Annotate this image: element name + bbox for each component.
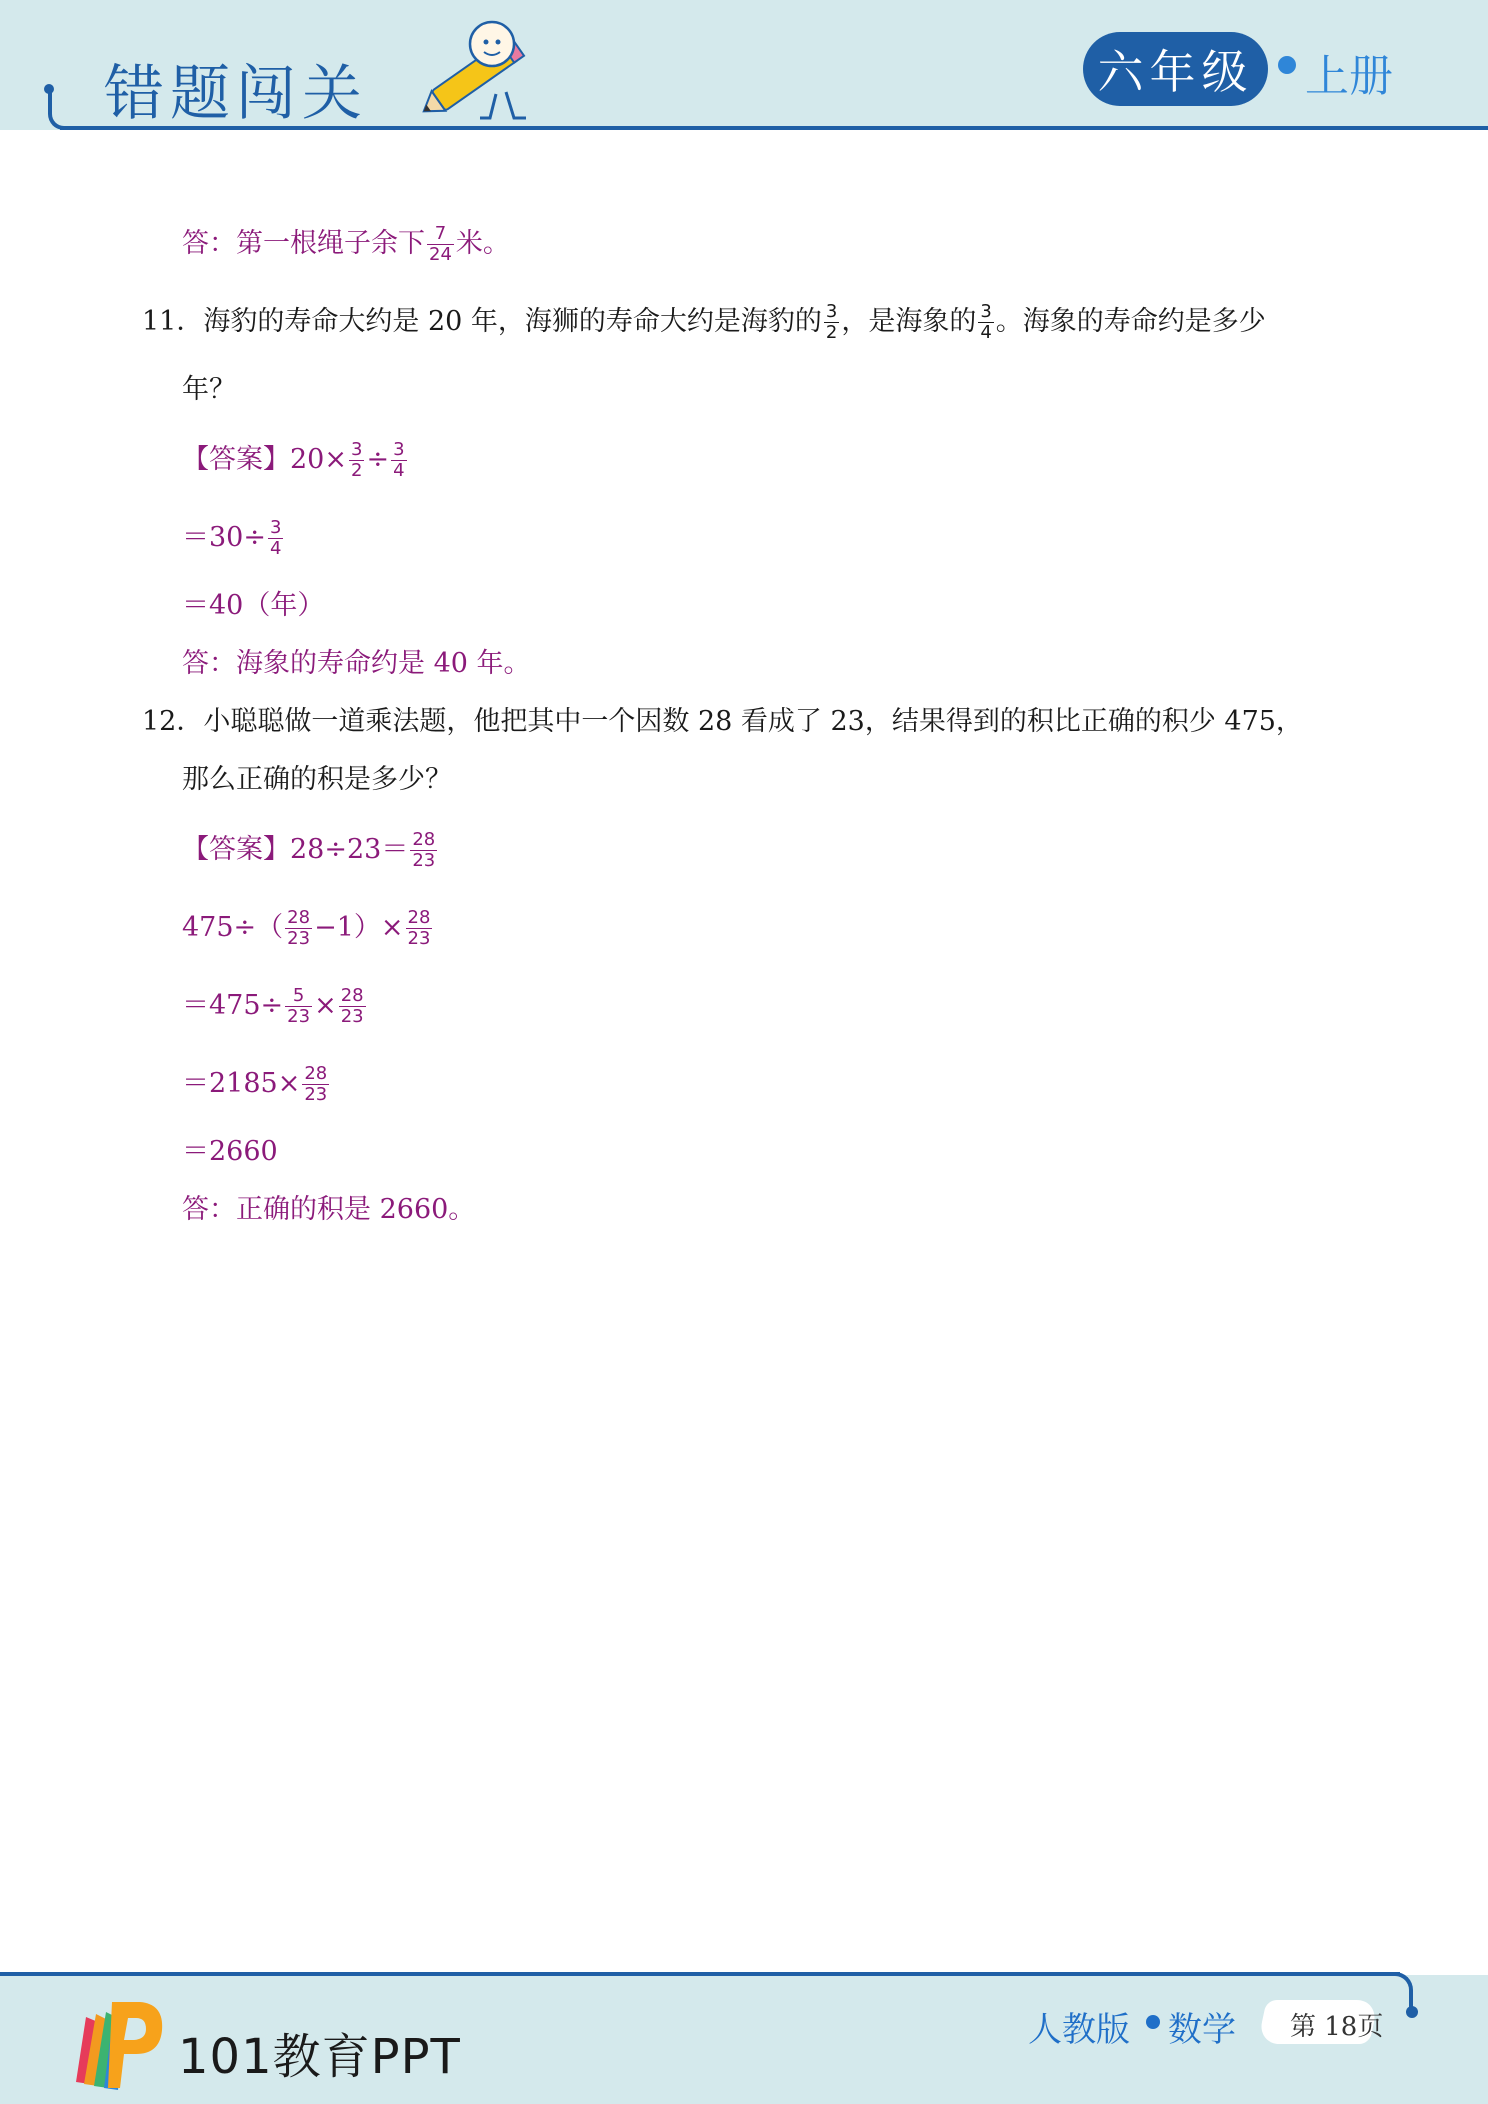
brand-title: 错题闯关 bbox=[104, 59, 368, 129]
q11-text-a: 海豹的寿命大约是 20 年，海狮的寿命大约是海豹的 bbox=[203, 306, 822, 337]
q11-answer: 答：海象的寿命约是 40 年。 bbox=[182, 648, 531, 679]
logo-text: 101教育PPT bbox=[178, 2029, 461, 2085]
q11-fraction-2: $\frac{3}{4}$ bbox=[980, 301, 992, 343]
q11-step1-fraction-2: $\frac{3}{4}$ bbox=[393, 439, 405, 481]
q12-step-1: 【答案】28÷23＝ $\frac{28}{23}$ bbox=[182, 829, 436, 871]
header-hook-dot bbox=[44, 84, 54, 94]
header-hook-decoration bbox=[48, 88, 64, 130]
q11-question-continued: 年？ bbox=[182, 374, 236, 405]
page-number: 第 18页 bbox=[1290, 2012, 1384, 2042]
volume-label: 上册 bbox=[1305, 51, 1393, 102]
q11-step2-fraction: $\frac{3}{4}$ bbox=[269, 517, 282, 559]
subject-label: 数学 bbox=[1168, 2010, 1236, 2050]
q12-step3-fraction-2: $\frac{28}{23}$ bbox=[340, 985, 364, 1027]
q12-step-5: ＝2660 bbox=[182, 1136, 278, 1167]
q10-answer-suffix: 米。 bbox=[455, 228, 510, 259]
edition-separator-dot bbox=[1146, 2015, 1160, 2029]
q10-answer-fraction: $\frac{7}{24}$ bbox=[429, 223, 452, 265]
q11-number: 11． bbox=[142, 306, 204, 337]
q12-step1-fraction: $\frac{28}{23}$ bbox=[412, 829, 436, 871]
q12-step2-fraction-2: $\frac{28}{23}$ bbox=[407, 907, 431, 949]
q11-step-2: ＝30÷ $\frac{3}{4}$ bbox=[182, 517, 282, 559]
q12-answer: 答：正确的积是 2660。 bbox=[182, 1194, 476, 1225]
q11-text-c: 。海象的寿命约是多少 bbox=[995, 306, 1266, 337]
q12-step4-fraction: $\frac{28}{23}$ bbox=[304, 1063, 328, 1105]
q12-number: 12． bbox=[142, 706, 204, 737]
q11-question bbox=[142, 302, 1266, 343]
q12-question bbox=[142, 702, 1303, 742]
footer-divider bbox=[0, 1972, 1400, 1976]
q11-fraction-1: $\frac{3}{2}$ bbox=[825, 301, 838, 343]
q12-step-2: 475÷（ $\frac{28}{23}$ −1）× $\frac{28}{23}$ bbox=[182, 907, 431, 949]
pencil-mascot-icon bbox=[410, 14, 545, 124]
edition-label: 人教版 bbox=[1028, 2010, 1130, 2050]
q10-answer bbox=[182, 224, 510, 265]
q11-step-3: ＝40（年） bbox=[182, 590, 325, 621]
q12-question-continued: 那么正确的积是多少？ bbox=[182, 764, 452, 795]
grade-label: 六年级 bbox=[1097, 45, 1254, 99]
q12-step-4: ＝2185× $\frac{28}{23}$ bbox=[182, 1063, 328, 1105]
q12-step2-fraction-1: $\frac{28}{23}$ bbox=[287, 907, 311, 949]
q10-answer-prefix: 答：第一根绳子余下 bbox=[182, 228, 425, 259]
q12-step3-fraction-1: $\frac{5}{23}$ bbox=[287, 985, 311, 1027]
q11-step-1: 【答案】20× $\frac{3}{2}$ ÷ $\frac{3}{4}$ bbox=[182, 439, 405, 481]
q12-text-a: 小聪聪做一道乘法题，他把其中一个因数 28 看成了 23，结果得到的积比正确的积少 475， bbox=[203, 706, 1303, 737]
grade-badge bbox=[1083, 32, 1268, 106]
q12-step-3: ＝475÷ $\frac{5}{23}$ × $\frac{28}{23}$ bbox=[182, 985, 364, 1027]
q11-step1-fraction-1: $\frac{3}{2}$ bbox=[350, 439, 363, 481]
grade-separator-dot bbox=[1278, 56, 1296, 74]
footer-hook-dot bbox=[1406, 2006, 1418, 2018]
logo-p-icon bbox=[66, 1992, 166, 2092]
q11-text-b: ，是海象的 bbox=[841, 306, 977, 337]
